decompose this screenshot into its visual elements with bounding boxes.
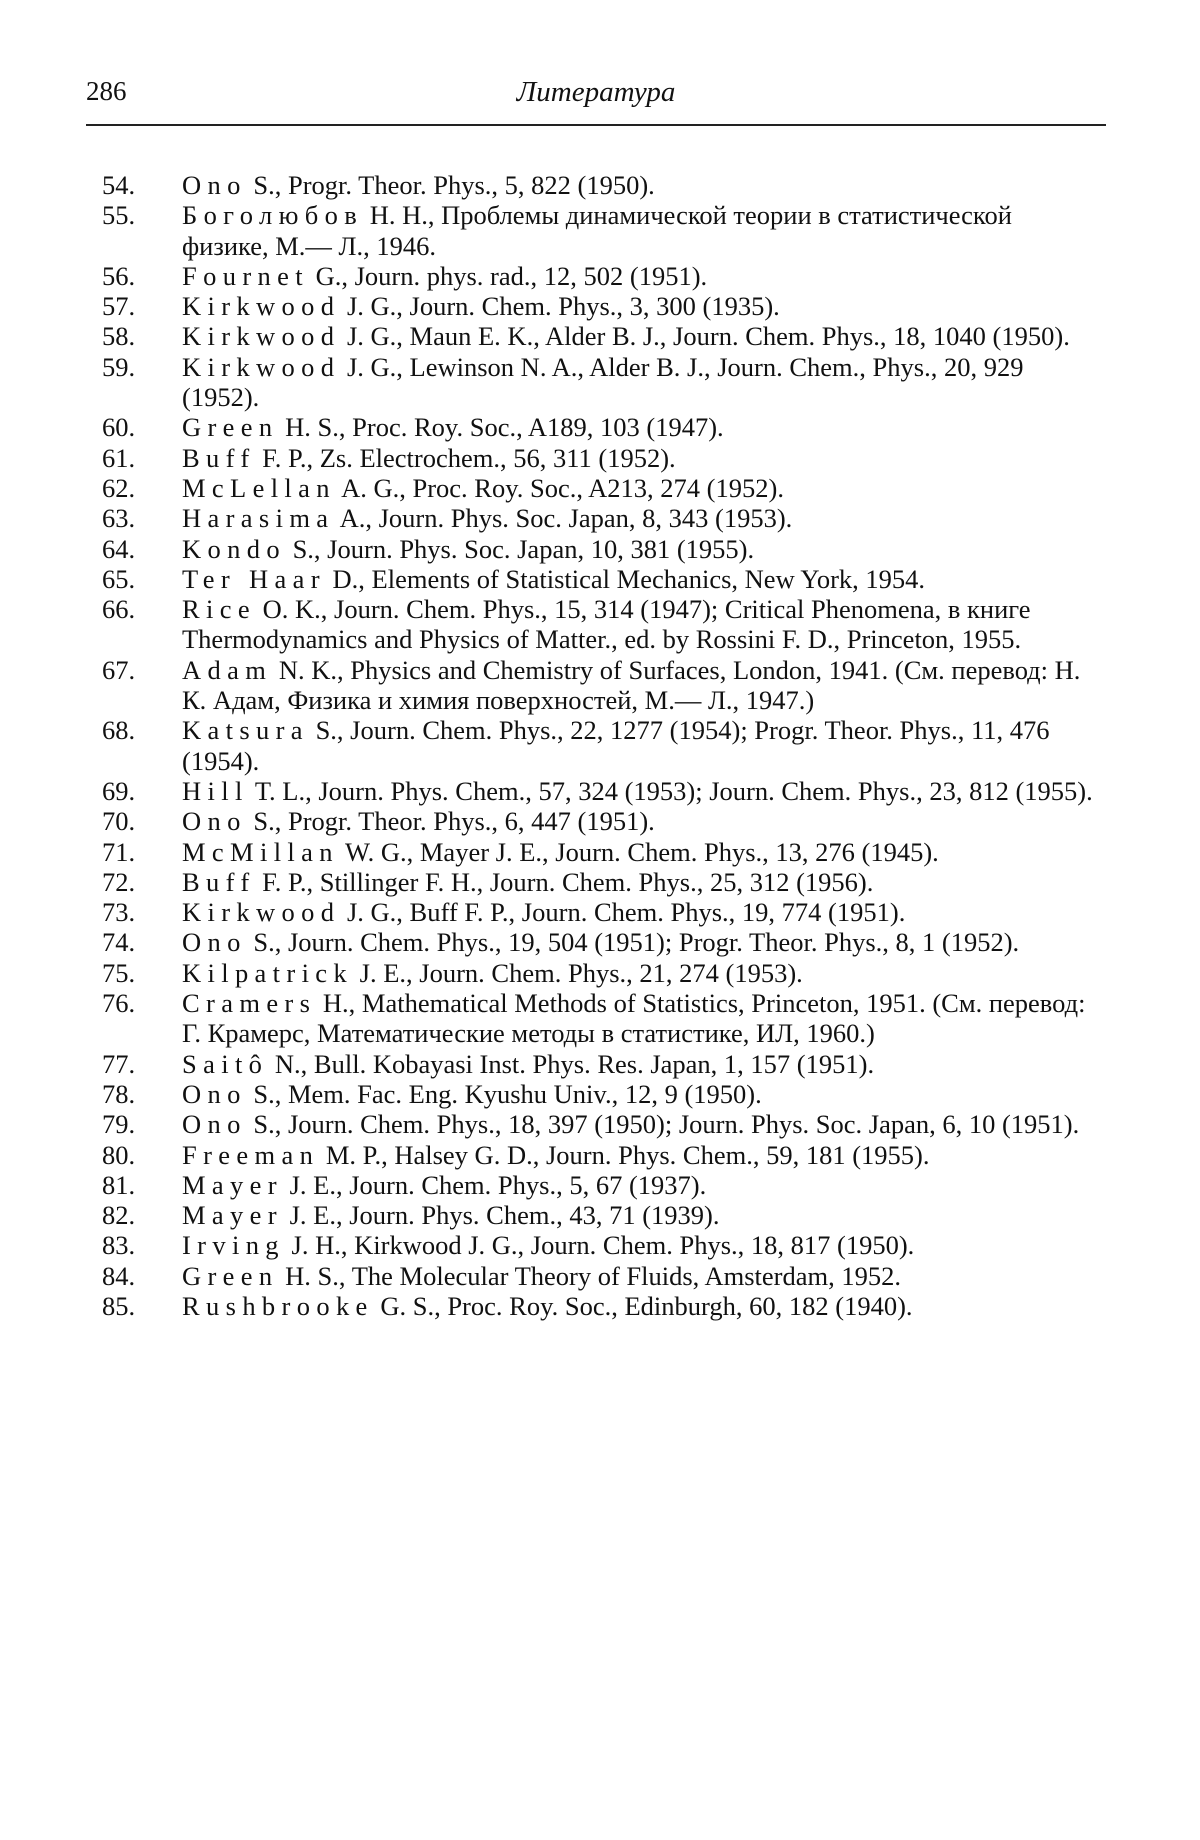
reference-text: J. E., Journ. Chem. Phys., 5, 67 (1937).: [282, 1169, 707, 1200]
reference-number: 57.: [102, 291, 136, 322]
reference-item: [102, 806, 1102, 836]
reference-author: Kirkwood: [182, 321, 341, 352]
reference-item: [102, 927, 1102, 957]
reference-text: S., Journ. Phys. Soc. Japan, 10, 381 (1955).: [285, 533, 755, 564]
reference-item: [102, 503, 1102, 533]
reference-number: 62.: [102, 472, 136, 503]
reference-text: H. S., Proc. Roy. Soc., A189, 103 (1947).: [278, 412, 724, 443]
page-header: [86, 76, 1106, 122]
reference-item: [102, 988, 1102, 1049]
reference-text: S., Progr. Theor. Phys., 6, 447 (1951).: [246, 806, 655, 837]
reference-item: [102, 776, 1102, 806]
reference-text: G., Journ. phys. rad., 12, 502 (1951).: [308, 260, 708, 291]
reference-number: 73.: [102, 897, 136, 928]
reference-text: J. G., Buff F. P., Journ. Chem. Phys., 19, 774 (1951).: [340, 897, 906, 928]
reference-author: Green: [182, 1260, 279, 1291]
reference-number: 85.: [102, 1290, 136, 1321]
reference-item: [102, 473, 1102, 503]
reference-number: 64.: [102, 533, 136, 564]
reference-text: J. E., Journ. Chem. Phys., 21, 274 (1953).: [353, 957, 803, 988]
reference-item: [102, 534, 1102, 564]
reference-item: [102, 1109, 1102, 1139]
reference-author: Mayer: [182, 1169, 283, 1200]
reference-number: 83.: [102, 1230, 136, 1261]
reference-item: [102, 1140, 1102, 1170]
reference-author: Freeman: [182, 1139, 320, 1170]
reference-author: Ono: [182, 1109, 247, 1140]
reference-item: [102, 715, 1102, 776]
reference-text: S., Journ. Chem. Phys., 19, 504 (1951); Progr. Theor. Phys., 8, 1 (1952).: [246, 927, 1020, 958]
reference-number: 61.: [102, 442, 136, 473]
reference-number: 82.: [102, 1200, 136, 1231]
reference-author: Hill: [182, 775, 249, 806]
reference-author: Ter Haar: [182, 563, 326, 594]
reference-number: 70.: [102, 806, 136, 837]
reference-author: Ono: [182, 170, 247, 200]
reference-item: [102, 352, 1102, 413]
reference-number: 59.: [102, 351, 136, 382]
reference-text: D., Elements of Statistical Mechanics, New York, 1954.: [325, 563, 926, 594]
reference-text: W. G., Mayer J. E., Journ. Chem. Phys., 13, 276 (1945).: [338, 836, 939, 867]
reference-text: J. H., Kirkwood J. G., Journ. Chem. Phys., 18, 817 (1950).: [284, 1230, 915, 1261]
reference-author: McLellan: [182, 472, 336, 503]
reference-number: 67.: [102, 654, 136, 685]
reference-item: [102, 170, 1102, 200]
header-rule: [86, 124, 1106, 126]
reference-text: S., Journ. Chem. Phys., 18, 397 (1950); Journ. Phys. Soc. Japan, 6, 10 (1951).: [246, 1109, 1080, 1140]
reference-item: [102, 1200, 1102, 1230]
reference-text: G. S., Proc. Roy. Soc., Edinburgh, 60, 182 (1940).: [373, 1290, 913, 1321]
reference-item: [102, 867, 1102, 897]
reference-number: 74.: [102, 927, 136, 958]
reference-number: 80.: [102, 1139, 136, 1170]
reference-text: J. G., Lewinson N. A., Alder B. J., Journ. Chem., Phys., 20, 929 (1952).: [182, 351, 1024, 413]
reference-author: Fournet: [182, 260, 309, 291]
reference-author: Ono: [182, 1078, 247, 1109]
reference-author: Mayer: [182, 1200, 283, 1231]
reference-number: 69.: [102, 775, 136, 806]
reference-number: 75.: [102, 957, 136, 988]
reference-item: [102, 261, 1102, 291]
reference-text: A., Journ. Phys. Soc. Japan, 8, 343 (1953).: [334, 503, 793, 534]
reference-author: Rice: [182, 594, 257, 625]
reference-author: Ono: [182, 806, 247, 837]
reference-author: Cramers: [182, 988, 317, 1019]
reference-text: Н. Н., Проблемы динамической теории в статистической физике, М.— Л., 1946.: [182, 200, 1012, 261]
reference-author: Buff: [182, 442, 256, 473]
reference-text: T. L., Journ. Phys. Chem., 57, 324 (1953); Journ. Chem. Phys., 23, 812 (1955).: [248, 775, 1093, 806]
reference-author: Kirkwood: [182, 291, 341, 322]
reference-text: O. K., Journ. Chem. Phys., 15, 314 (1947); Critical Phenomena, в книге Thermodynamics and Physics of Matter., ed. by Rossini F. D., Princeton, 1955.: [182, 594, 1031, 655]
reference-author: Katsura: [182, 715, 309, 746]
reference-number: 68.: [102, 715, 136, 746]
reference-number: 60.: [102, 412, 136, 443]
reference-number: 79.: [102, 1109, 136, 1140]
reference-author: Боголюбов: [182, 200, 364, 231]
reference-item: [102, 1079, 1102, 1109]
reference-text: A. G., Proc. Roy. Soc., A213, 274 (1952).: [335, 472, 784, 503]
reference-author: Kirkwood: [182, 897, 341, 928]
reference-item: [102, 1170, 1102, 1200]
reference-item: [102, 200, 1102, 261]
running-title: Литература: [516, 76, 676, 108]
reference-item: [102, 291, 1102, 321]
reference-author: Saitô: [182, 1048, 269, 1079]
reference-number: 81.: [102, 1169, 136, 1200]
reference-text: N., Bull. Kobayasi Inst. Phys. Res. Japan, 1, 157 (1951).: [268, 1048, 875, 1079]
reference-author: Rushbrooke: [182, 1290, 374, 1321]
reference-number: 71.: [102, 836, 136, 867]
reference-author: Kondo: [182, 533, 286, 564]
reference-item: [102, 1261, 1102, 1291]
reference-text: S., Progr. Theor. Phys., 5, 822 (1950).: [246, 170, 655, 200]
reference-number: 56.: [102, 260, 136, 291]
reference-number: 54.: [102, 170, 136, 200]
reference-item: [102, 321, 1102, 351]
reference-list: [102, 170, 1102, 1321]
reference-author: Ono: [182, 927, 247, 958]
reference-item: [102, 897, 1102, 927]
reference-text: S., Journ. Chem. Phys., 22, 1277 (1954); Progr. Theor. Phys., 11, 476 (1954).: [182, 715, 1050, 776]
reference-text: F. P., Stillinger F. H., Journ. Chem. Phys., 25, 312 (1956).: [255, 866, 874, 897]
reference-item: [102, 837, 1102, 867]
reference-number: 76.: [102, 988, 136, 1019]
reference-number: 77.: [102, 1048, 136, 1079]
reference-item: [102, 958, 1102, 988]
page-number: 286: [86, 76, 127, 106]
reference-item: [102, 412, 1102, 442]
reference-author: Adam: [182, 654, 273, 685]
reference-text: M. P., Halsey G. D., Journ. Phys. Chem., 59, 181 (1955).: [319, 1139, 930, 1170]
reference-text: H. S., The Molecular Theory of Fluids, Amsterdam, 1952.: [278, 1260, 901, 1291]
reference-text: J. E., Journ. Phys. Chem., 43, 71 (1939).: [282, 1200, 720, 1231]
reference-item: [102, 655, 1102, 716]
reference-text: J. G., Maun E. K., Alder B. J., Journ. Chem. Phys., 18, 1040 (1950).: [340, 321, 1070, 352]
reference-item: [102, 1291, 1102, 1321]
reference-number: 63.: [102, 503, 136, 534]
reference-number: 58.: [102, 321, 136, 352]
reference-number: 84.: [102, 1260, 136, 1291]
reference-number: 66.: [102, 594, 136, 625]
reference-item: [102, 564, 1102, 594]
reference-author: Buff: [182, 866, 256, 897]
reference-item: [102, 594, 1102, 655]
reference-text: J. G., Journ. Chem. Phys., 3, 300 (1935).: [340, 291, 780, 322]
reference-text: S., Mem. Fac. Eng. Kyushu Univ., 12, 9 (1950).: [246, 1078, 762, 1109]
reference-number: 65.: [102, 563, 136, 594]
reference-number: 72.: [102, 866, 136, 897]
reference-author: Green: [182, 412, 279, 443]
reference-author: Kirkwood: [182, 351, 341, 382]
reference-author: McMillan: [182, 836, 339, 867]
reference-number: 78.: [102, 1078, 136, 1109]
reference-author: Irving: [182, 1230, 285, 1261]
reference-item: [102, 1230, 1102, 1260]
reference-item: [102, 443, 1102, 473]
reference-item: [102, 1049, 1102, 1079]
reference-number: 55.: [102, 200, 136, 231]
reference-text: F. P., Zs. Electrochem., 56, 311 (1952).: [255, 442, 676, 473]
reference-text: N. K., Physics and Chemistry of Surfaces, London, 1941. (См. перевод: Н. К. Адам, Физика и химия поверхностей, М.— Л., 1947.): [182, 654, 1081, 716]
reference-text: H., Mathematical Methods of Statistics, Princeton, 1951. (См. перевод: Г. Крамерс, Математические методы в статистике, ИЛ, 1960.): [182, 988, 1086, 1049]
reference-author: Harasima: [182, 503, 335, 534]
reference-author: Kilpatrick: [182, 957, 354, 988]
